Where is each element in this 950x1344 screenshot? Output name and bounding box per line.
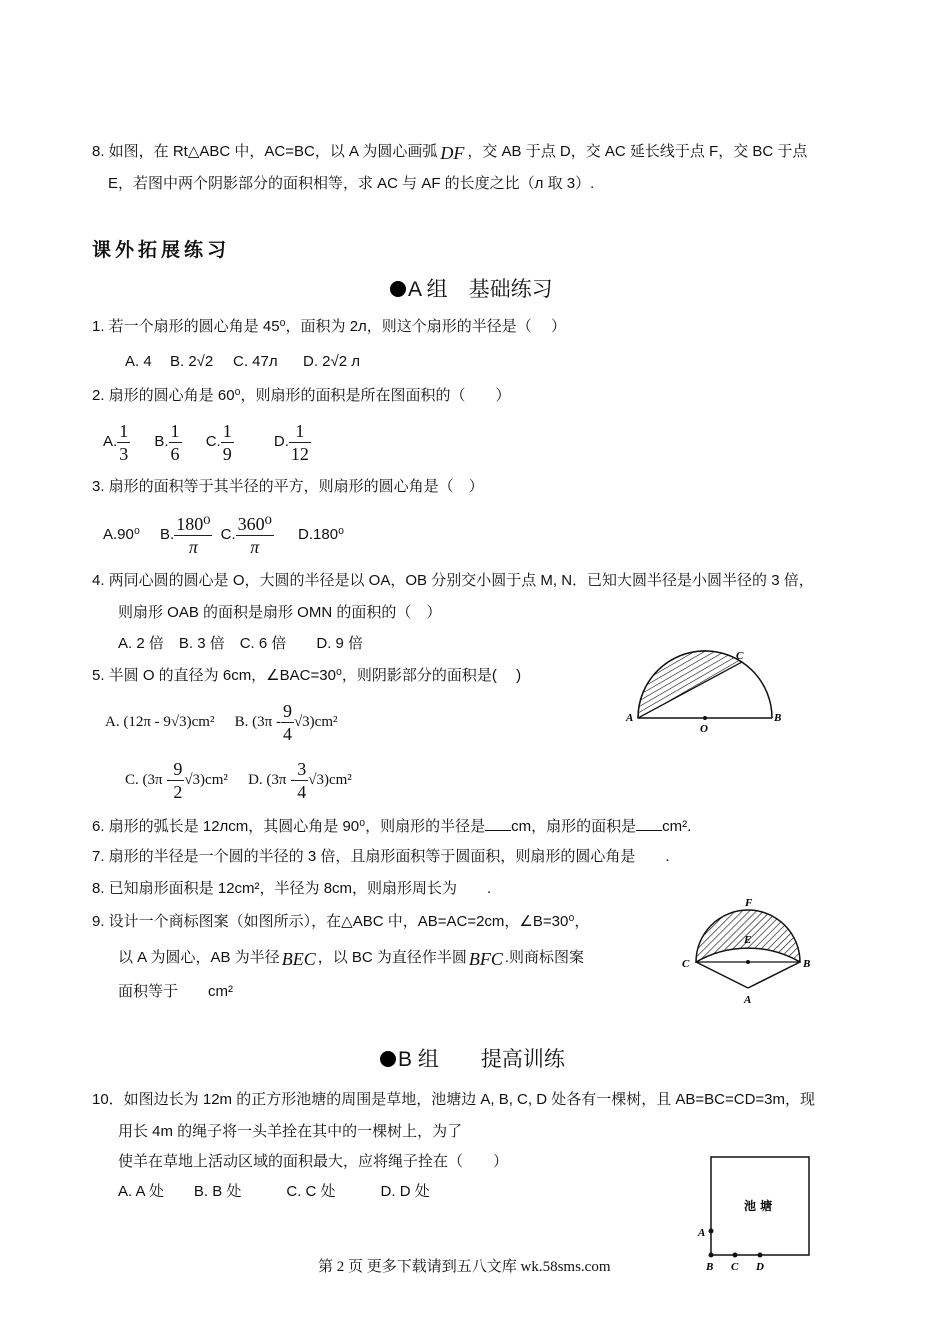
midpoint xyxy=(746,960,750,964)
label-f: F xyxy=(745,897,753,909)
page-footer: 第 2 页 更多下载请到五八文库 wk.58sms.com xyxy=(318,1259,611,1275)
label-d: D xyxy=(756,1261,764,1273)
a5-options-ab: A. (12π - 9√3)cm² B. (3π - $\frac{9}{4}$ √3)cm² xyxy=(105,700,338,744)
fraction: $\frac{1}{12}$ xyxy=(290,420,309,464)
line-ab xyxy=(748,962,800,988)
q8-line2: E，若图中两个阴影部分的面积相等，求 AC 与 AF 的长度之比（л 取 3）. xyxy=(108,175,595,192)
a8-question: 8. 已知扇形面积是 12cm²，半径为 8cm，则扇形周长为 . xyxy=(92,880,492,897)
label-a: A xyxy=(744,994,752,1006)
fraction: $\frac{1}{3}$ xyxy=(119,420,129,464)
a1-opt-c: C. 47л xyxy=(233,353,278,370)
b10-line1: 10．如图边长为 12m 的正方形池塘的周围是草地，池塘边 A, B, C, D 处各有一棵树，且 AB=BC=CD=3m，现 xyxy=(92,1091,816,1108)
label-c: C xyxy=(736,650,744,662)
bullet-dot-icon xyxy=(380,1051,396,1067)
b10-line2: 用长 4m 的绳子将一头羊拴在其中的一棵树上，为了 xyxy=(118,1123,463,1140)
a9-line2: 以 A 为圆心，AB 为半径 BEC ，以 BC 为直径作半圆 BFC .则商标图案 xyxy=(118,949,585,969)
label-o: O xyxy=(700,723,708,735)
tree-c xyxy=(733,1253,738,1258)
fraction: $\frac{1}{6}$ xyxy=(170,420,180,464)
arc-bfc: BFC xyxy=(468,949,503,969)
b10-line3: 使羊在草地上活动区域的面积最大，应将绳子拴在（ ） xyxy=(118,1153,509,1170)
group-b-title: B 组 提高训练 xyxy=(380,1048,565,1072)
a1-opt-b: B. 2√2 xyxy=(170,353,214,370)
answer-blank xyxy=(636,816,662,831)
fraction: $\frac{3}{4}$ xyxy=(297,758,307,802)
fraction: $\frac{\text{180⁰}}{\pi}$ xyxy=(176,513,211,557)
a3-options: A.90⁰ B. $\frac{\text{180⁰}}{\pi}$ C. $\frac{\text{360⁰}}{\pi}$ D.180⁰ xyxy=(103,513,345,557)
section-title: 课外拓展练习 xyxy=(92,239,231,261)
pond-figure xyxy=(694,1150,824,1275)
a4-line1: 4. 两同心圆的圆心是 O，大圆的半径是以 OA，OB 分别交小圆于点 M, N．已知大圆半径是小圆半径的 3 倍， xyxy=(92,572,814,589)
a2-question: 2. 扇形的圆心角是 60⁰，则扇形的面积是所在图面积的（ ） xyxy=(92,387,511,404)
a4-line2: 则扇形 OAB 的面积是扇形 OMN 的面积的（ ） xyxy=(118,604,442,621)
tree-d xyxy=(758,1253,763,1258)
label-c: C xyxy=(731,1261,739,1273)
q8-line1: 8. 如图，在 Rt△ABC 中，AC=BC，以 A 为圆心画弧 DF ，交 AB 于点 D，交 AC 延长线于点 F，交 BC 于点 xyxy=(92,143,808,163)
fraction: $\frac{9}{2}$ xyxy=(173,758,183,802)
arc-df: DF xyxy=(440,143,465,163)
a5-question: 5. 半圆 O 的直径为 6cm，∠BAC=30⁰，则阴影部分的面积是( ) xyxy=(92,667,522,684)
a1-question: 1. 若一个扇形的圆心角是 45⁰，面积为 2л，则这个扇形的半径是（ ） xyxy=(92,318,566,335)
fraction: $\frac{9}{4}$ xyxy=(282,700,292,744)
fraction: $\frac{\text{360⁰}}{\pi}$ xyxy=(237,513,272,557)
a5-options-cd: C. (3π - $\frac{9}{2}$ √3)cm² D. (3π - $\frac{3}{4}$ √3)cm² xyxy=(125,758,352,802)
label-a: A xyxy=(698,1227,706,1239)
shaded-segment xyxy=(638,651,742,718)
label-b: B xyxy=(706,1261,714,1273)
label-b: B xyxy=(774,712,782,724)
group-a-title: A 组 基础练习 xyxy=(390,278,553,302)
fraction: $\frac{1}{9}$ xyxy=(222,420,232,464)
label-b: B xyxy=(803,958,811,970)
a9-line1: 9. 设计一个商标图案（如图所示），在△ABC 中，AB=AC=2cm，∠B=30⁰， xyxy=(92,913,590,930)
pond-label: 池 塘 xyxy=(744,1199,773,1213)
label-a: A xyxy=(626,712,634,724)
a2-options: A. $\frac{1}{3}$ B. $\frac{1}{6}$ C. $\frac{1}{9}$ D. $\frac{1}{12}$ xyxy=(103,420,309,464)
a9-line3: 面积等于 cm² xyxy=(118,983,233,1000)
answer-blank xyxy=(485,816,511,831)
label-e: E xyxy=(744,934,752,946)
bullet-dot-icon xyxy=(390,281,406,297)
arc-bec: BEC xyxy=(281,949,316,969)
logo-figure xyxy=(676,892,821,1012)
a1-opt-d: D. 2√2 л xyxy=(303,353,361,370)
semicircle-figure xyxy=(620,648,790,738)
a3-question: 3. 扇形的面积等于其半径的平方，则扇形的圆心角是（ ） xyxy=(92,478,484,495)
tree-a xyxy=(709,1229,714,1234)
tree-b xyxy=(709,1253,714,1258)
a6-question: 6. 扇形的弧长是 12лcm，其圆心角是 90⁰，则扇形的半径是 cm，扇形的面积是 cm². xyxy=(92,818,692,835)
a1-opt-a: A. 4 xyxy=(125,353,152,370)
a7-question: 7. 扇形的半径是一个圆的半径的 3 倍，且扇形面积等于圆面积，则扇形的圆心角是 . xyxy=(92,848,670,865)
a4-options: A. 2 倍 B. 3 倍 C. 6 倍 D. 9 倍 xyxy=(118,635,364,652)
center-point xyxy=(703,716,707,720)
line-ac xyxy=(696,962,748,988)
b10-options: A. A 处 B. B 处 C. C 处 D. D 处 xyxy=(118,1183,430,1200)
label-c: C xyxy=(682,958,690,970)
